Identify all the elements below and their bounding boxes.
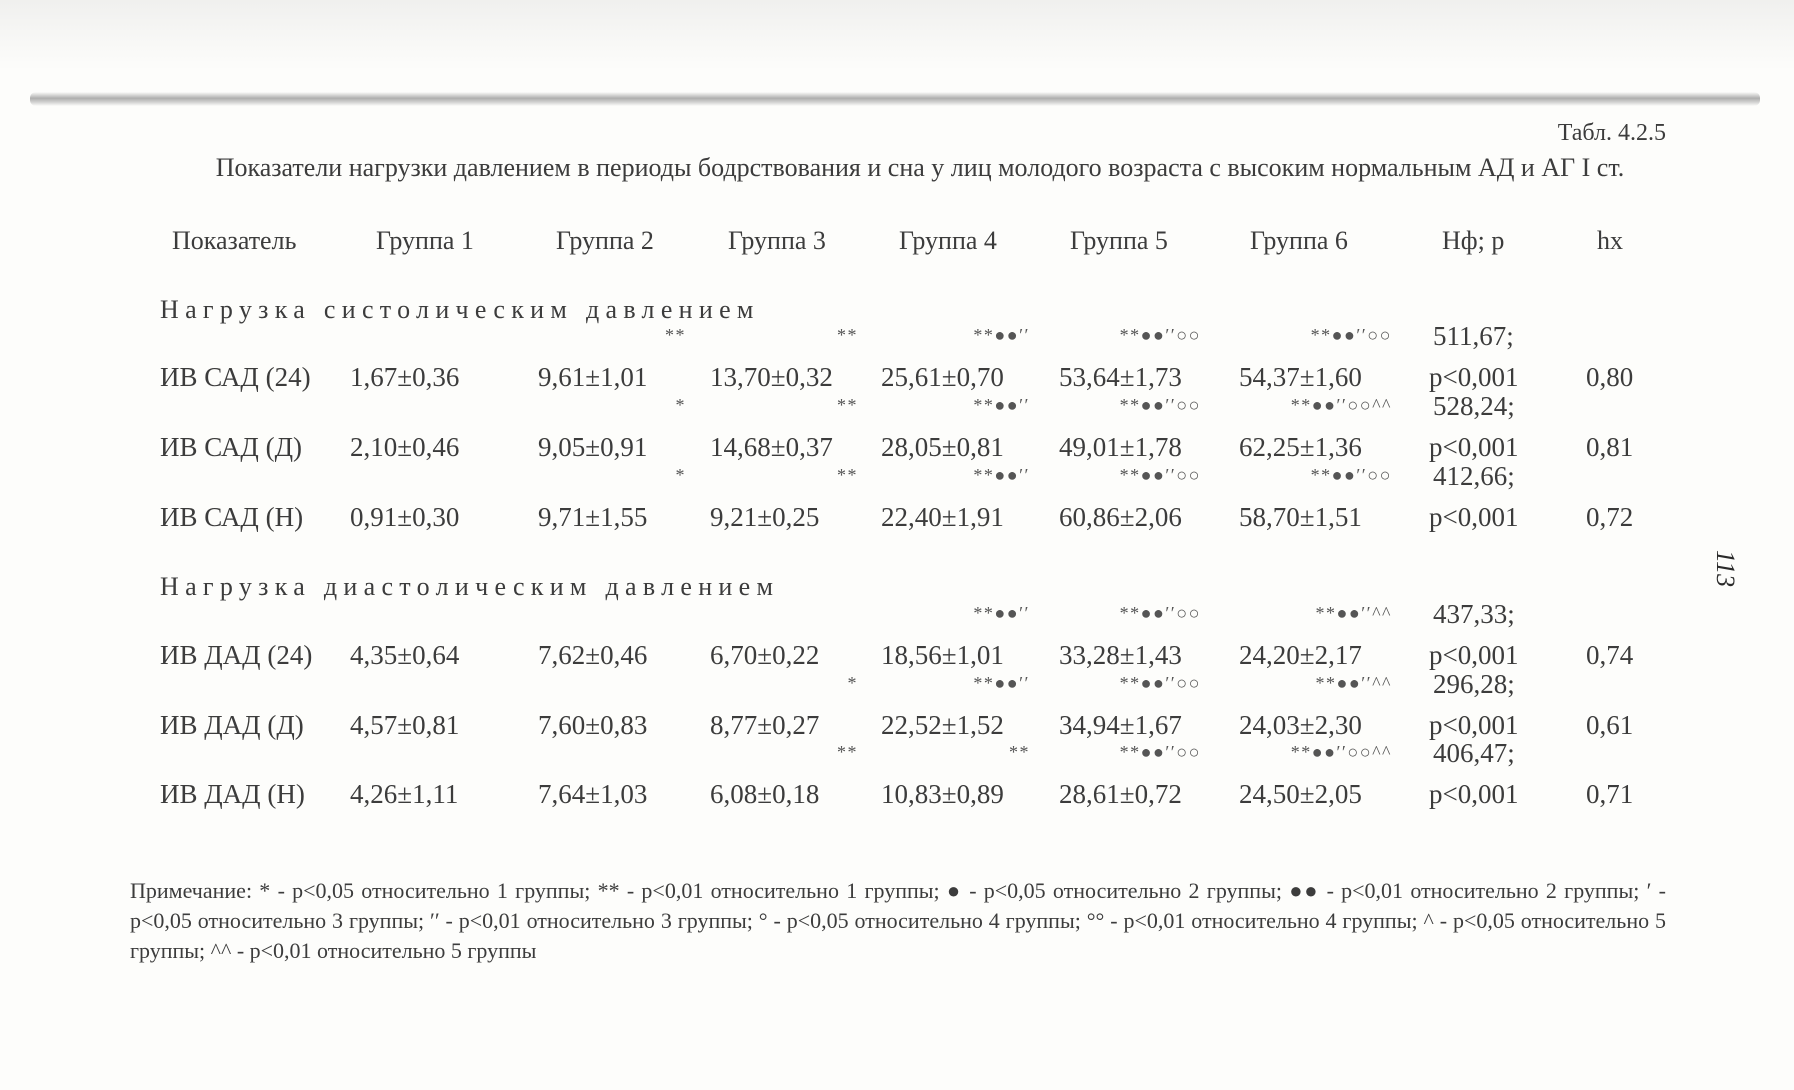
value-cell-g4: 22,40±1,91 [881, 502, 1004, 532]
p-value-cell: p<0,001 [1429, 779, 1519, 809]
significance-mark-g6: **●●′′○○ [1310, 465, 1392, 485]
significance-mark-g6: **●●′′^^ [1315, 603, 1392, 623]
value-cell-g5: 60,86±2,06 [1059, 502, 1182, 532]
table-number: Табл. 4.2.5 [1557, 120, 1666, 146]
value-cell-g4: 10,83±0,89 [881, 779, 1004, 809]
significance-mark-g3: ** [837, 395, 858, 415]
significance-mark-g5: **●●′′○○ [1119, 395, 1201, 415]
hx-cell: 0,72 [1586, 502, 1634, 532]
significance-mark-g2: ** [665, 325, 686, 345]
significance-mark-g3: * [847, 673, 858, 693]
hf-value-cell: 296,28; [1433, 669, 1515, 699]
value-cell-g6: 62,25±1,36 [1239, 432, 1362, 462]
significance-mark-g4: ** [1009, 742, 1030, 762]
value-cell-g6: 54,37±1,60 [1239, 362, 1362, 392]
section-title-systolic: Нагрузка систолическим давлением [160, 295, 760, 324]
significance-mark-g5: **●●′′○○ [1119, 603, 1201, 623]
value-cell-g4: 18,56±1,01 [881, 640, 1004, 670]
p-value-cell: p<0,001 [1429, 710, 1519, 740]
value-cell-g6: 24,50±2,05 [1239, 779, 1362, 809]
significance-mark-g4: **●●′′ [973, 673, 1030, 693]
value-cell-g3: 6,08±0,18 [710, 779, 820, 809]
value-cell-g3: 13,70±0,32 [710, 362, 833, 392]
hf-value-cell: 528,24; [1433, 391, 1515, 421]
header-group-2: Группа 2 [556, 226, 654, 255]
value-cell-g2: 7,60±0,83 [538, 710, 648, 740]
value-cell-g6: 24,03±2,30 [1239, 710, 1362, 740]
row-label: ИВ САД (Н) [160, 502, 304, 532]
scan-shadow-top [0, 0, 1794, 70]
value-cell-g5: 49,01±1,78 [1059, 432, 1182, 462]
value-cell-g1: 1,67±0,36 [350, 362, 460, 392]
row-label: ИВ ДАД (24) [160, 640, 313, 670]
header-indicator: Показатель [172, 226, 297, 255]
header-group-6: Группа 6 [1250, 226, 1348, 255]
row-label: ИВ САД (Д) [160, 432, 302, 462]
significance-mark-g5: **●●′′○○ [1119, 465, 1201, 485]
table-title: Показатели нагрузки давлением в периоды бодрствования и сна у лиц молодого возраста с высоким нормальным АД и АГ I ст. [215, 153, 1625, 182]
value-cell-g4: 28,05±0,81 [881, 432, 1004, 462]
value-cell-g1: 4,26±1,11 [350, 779, 459, 809]
significance-mark-g5: **●●′′○○ [1119, 325, 1201, 345]
value-cell-g1: 4,35±0,64 [350, 640, 460, 670]
value-cell-g3: 6,70±0,22 [710, 640, 820, 670]
significance-mark-g2: * [675, 395, 686, 415]
significance-mark-g6: **●●′′○○^^ [1290, 395, 1392, 415]
significance-mark-g4: **●●′′ [973, 603, 1030, 623]
section-title-diastolic: Нагрузка диастолическим давлением [160, 572, 780, 601]
significance-mark-g6: **●●′′○○^^ [1290, 742, 1392, 762]
value-cell-g5: 53,64±1,73 [1059, 362, 1182, 392]
hf-value-cell: 412,66; [1433, 461, 1515, 491]
hx-cell: 0,81 [1586, 432, 1634, 462]
hf-value-cell: 511,67; [1433, 321, 1514, 351]
header-group-4: Группа 4 [899, 226, 997, 255]
header-group-5: Группа 5 [1070, 226, 1168, 255]
significance-mark-g4: **●●′′ [973, 465, 1030, 485]
row-label: ИВ ДАД (Н) [160, 779, 305, 809]
significance-mark-g3: ** [837, 742, 858, 762]
hx-cell: 0,74 [1586, 640, 1634, 670]
row-label: ИВ ДАД (Д) [160, 710, 304, 740]
header-group-1: Группа 1 [376, 226, 474, 255]
value-cell-g2: 9,61±1,01 [538, 362, 648, 392]
value-cell-g3: 8,77±0,27 [710, 710, 820, 740]
significance-mark-g2: * [675, 465, 686, 485]
hx-cell: 0,61 [1586, 710, 1634, 740]
value-cell-g1: 2,10±0,46 [350, 432, 460, 462]
header-hf-p: Нф; р [1442, 226, 1505, 255]
significance-mark-g4: **●●′′ [973, 395, 1030, 415]
significance-mark-g6: **●●′′^^ [1315, 673, 1392, 693]
page-number: 113 [1711, 550, 1740, 588]
value-cell-g4: 25,61±0,70 [881, 362, 1004, 392]
hx-cell: 0,71 [1586, 779, 1634, 809]
hx-cell: 0,80 [1586, 362, 1634, 392]
header-group-3: Группа 3 [728, 226, 826, 255]
significance-mark-g3: ** [837, 465, 858, 485]
value-cell-g2: 9,05±0,91 [538, 432, 648, 462]
value-cell-g3: 14,68±0,37 [710, 432, 833, 462]
p-value-cell: p<0,001 [1429, 640, 1519, 670]
value-cell-g2: 7,62±0,46 [538, 640, 648, 670]
value-cell-g5: 28,61±0,72 [1059, 779, 1182, 809]
hf-value-cell: 406,47; [1433, 738, 1515, 768]
value-cell-g2: 9,71±1,55 [538, 502, 648, 532]
significance-mark-g4: **●●′′ [973, 325, 1030, 345]
value-cell-g4: 22,52±1,52 [881, 710, 1004, 740]
value-cell-g6: 24,20±2,17 [1239, 640, 1362, 670]
value-cell-g6: 58,70±1,51 [1239, 502, 1362, 532]
value-cell-g2: 7,64±1,03 [538, 779, 648, 809]
significance-mark-g6: **●●′′○○ [1310, 325, 1392, 345]
value-cell-g1: 0,91±0,30 [350, 502, 460, 532]
value-cell-g5: 33,28±1,43 [1059, 640, 1182, 670]
row-label: ИВ САД (24) [160, 362, 311, 392]
value-cell-g5: 34,94±1,67 [1059, 710, 1182, 740]
value-cell-g3: 9,21±0,25 [710, 502, 820, 532]
p-value-cell: p<0,001 [1429, 362, 1519, 392]
p-value-cell: p<0,001 [1429, 432, 1519, 462]
value-cell-g1: 4,57±0,81 [350, 710, 460, 740]
scan-fold-band [30, 92, 1760, 106]
significance-mark-g5: **●●′′○○ [1119, 742, 1201, 762]
p-value-cell: p<0,001 [1429, 502, 1519, 532]
significance-mark-g5: **●●′′○○ [1119, 673, 1201, 693]
header-hx: hx [1597, 226, 1623, 255]
table-footnote: Примечание: * - p<0,05 относительно 1 группы; ** - p<0,01 относительно 1 группы; ● - p<0,05 относительно 2 группы; ●● - p<0,01 относительно 2 группы; ′ - p<0,05 относительно 3 группы; ′′ - p<0,01 относительно 3 группы; ° - p<0,05 относительно 4 группы; °° - p<0,01 относительно 4 группы; ^ - p<0,05 относительно 5 группы; ^^ - p<0,01 относительно 5 группы [130, 878, 1666, 963]
significance-mark-g3: ** [837, 325, 858, 345]
hf-value-cell: 437,33; [1433, 599, 1515, 629]
